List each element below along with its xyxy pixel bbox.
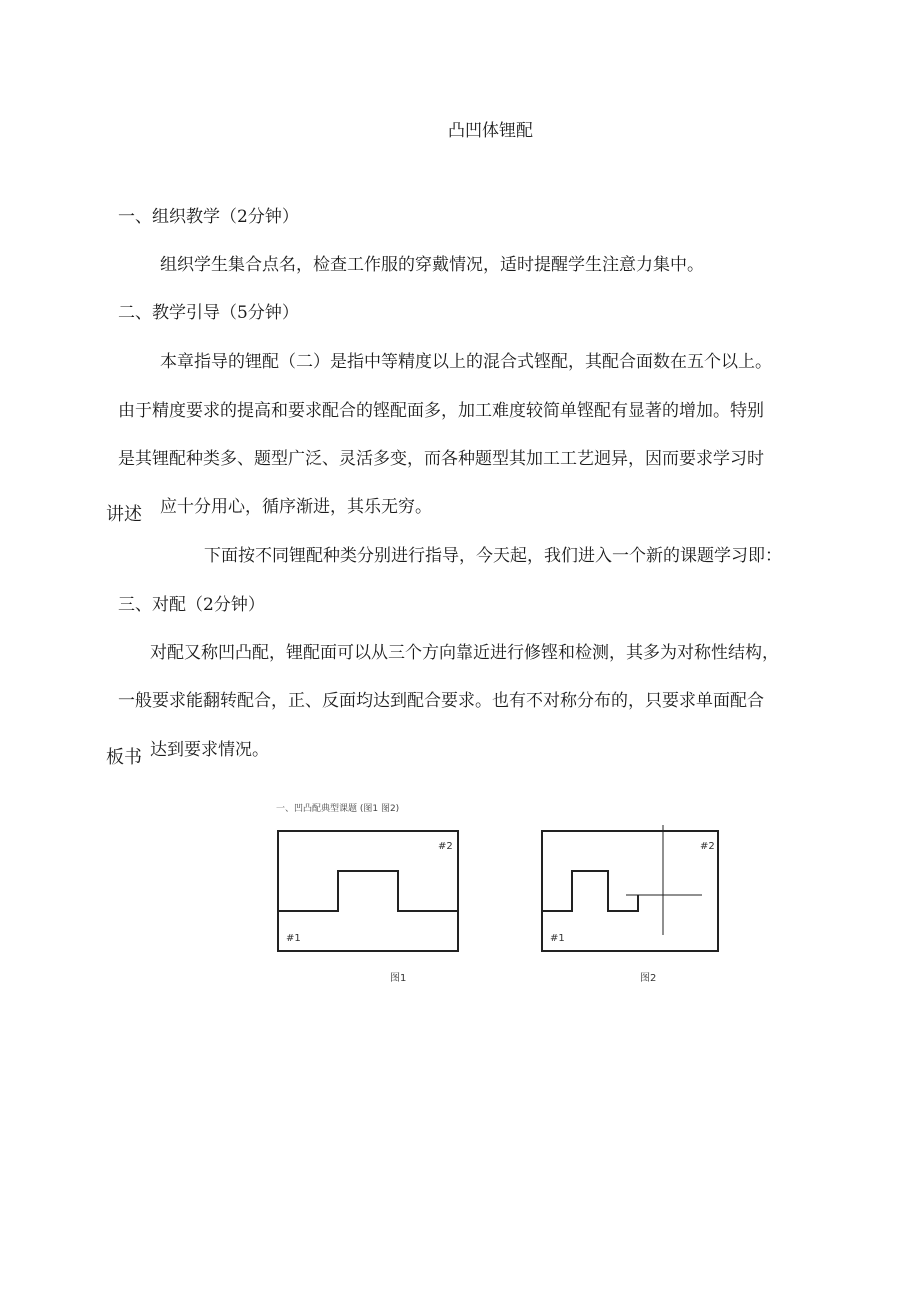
figure-caption-top: 一、凹凸配典型课题 (图1 图2) [276,804,400,814]
figure-2-label-lower: #1 [550,933,565,944]
section-3-line-2: 一般要求能翻转配合，正、反面均达到配合要求。也有不对称分布的，只要求单面配合 [118,691,764,711]
section-2-line-2: 由于精度要求的提高和要求配合的铿配面多，加工难度较简单铿配有显著的增加。特别 [118,401,764,421]
figure-1-label-upper: #2 [438,841,453,852]
figure-1-outline [278,831,458,951]
figure-concave-convex-fits [270,795,750,995]
figure-2-diagram [542,825,718,951]
section-2-line-4: 应十分用心，循序渐进，其乐无穷。 [160,497,432,517]
figure-2-caption: 图2 [640,973,657,984]
section-3-line-1: 对配又称凹凸配，锂配面可以从三个方向靠近进行修铿和检测，其多为对称性结构， [150,643,779,663]
figure-2-label-upper: #2 [700,841,715,852]
figure-1-label-lower: #1 [286,933,301,944]
section-2-line-1: 本章指导的锂配（二）是指中等精度以上的混合式铿配，其配合面数在五个以上。 [160,352,772,372]
page-title: 凸凹体锂配 [448,121,533,141]
section-3-heading: 三、对配（2分钟） [118,595,265,615]
section-1-heading: 一、组织教学（2分钟） [118,207,299,227]
figure-1-fit-line [278,871,458,911]
section-3-line-3: 达到要求情况。 [150,740,269,760]
section-1-body: 组织学生集合点名，检查工作服的穿戴情况，适时提醒学生注意力集中。 [160,255,704,275]
section-2-heading: 二、教学引导（5分钟） [118,303,299,323]
section-2-line-5: 下面按不同锂配种类分别进行指导，今天起，我们进入一个新的课题学习即： [204,546,782,566]
margin-note-blackboard: 板书 [106,747,142,768]
figure-1-caption: 图1 [390,973,407,984]
figure-2-fit-line [542,871,638,911]
figure-2-outline [542,831,718,951]
section-2-line-3: 是其锂配种类多、题型广泛、灵活多变，而各种题型其加工工艺迥异，因而要求学习时 [118,449,764,469]
margin-note-lecture: 讲述 [106,504,142,525]
figure-1-diagram [278,831,458,951]
